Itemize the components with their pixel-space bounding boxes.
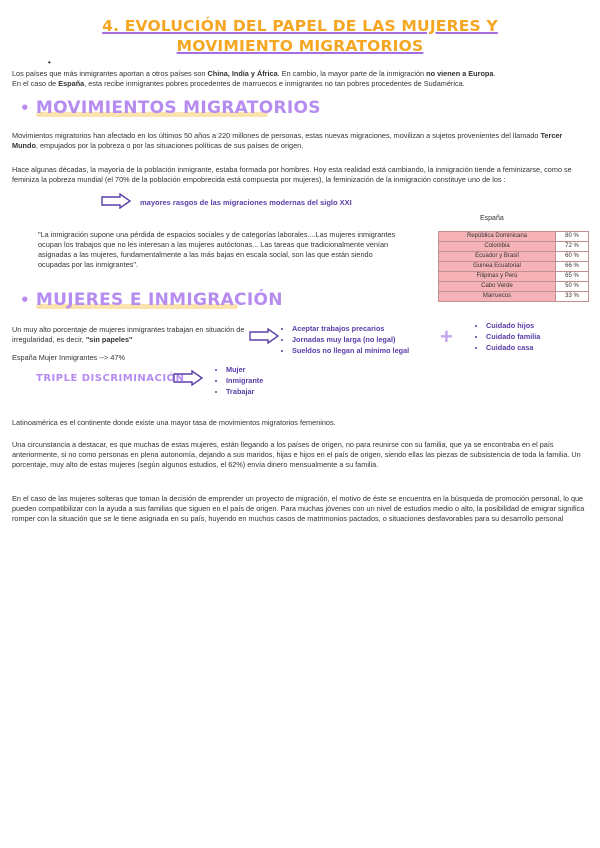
movimientos-paragraph-2: Hace algunas décadas, la mayoría de la población inmigrante, estaba formada por hombres. Hoy esta realidad está cambiando, la inmigración tiende a feminizarse, como se feminiza la pobreza mundial (el 70% de la población empobrecida está compuesta por mujeres), la feminización de la inmigración constituye uno de los : [12,165,572,184]
table-row [439,262,589,272]
bold-tercer-mundo: Tercer Mundo [12,131,563,150]
page-title [0,16,600,56]
table-row [439,292,589,302]
mujeres-paragraph-3: Una circunstancia a destacar, es que muchas de estas mujeres, están llegando a los países de origen, no para reunirse con su familia, que ya se encontraba en el país anteriormente, si no como personas en plena autonomía, dejando a sus maridos, hijas e hijos en el país de origen, siendo ellas las piezas de subsistencia de toda la familia. Un porcentaje, muy alto de estas mujeres (según algunos estudios, el 62%) envía dinero mensualmente a su familia. [12,440,581,469]
intro-bold-europe: no vienen a Europa [426,69,494,78]
intro-text: Los países que más inmigrantes aportan a otros países son [12,69,208,78]
heading-text: MOVIMIENTOS MIGRATORIOS [35,98,321,118]
section-heading-movimientos [20,98,321,118]
title-line-2: MOVIMIENTO MIGRATORIOS [176,37,424,55]
section-heading-mujeres [20,290,283,310]
list-item: • Jornadas muy larga (no legal) [292,334,409,345]
table-cell-value: 33 % [556,292,589,302]
table-cell-value: 65 % [556,272,589,282]
heading-bullet: • [20,99,30,117]
mujeres-paragraph-1 [12,325,252,345]
list-item: • Sueldos no llegan al mínimo legal [292,345,409,356]
heading-bullet: • [20,291,30,309]
table-title: España [480,215,504,222]
list-item: • Aceptar trabajos precarios [292,323,409,334]
table-cell-country: Colombia [439,242,556,252]
list-item: • Cuidado casa [486,342,540,353]
list-item: • Cuidado familia [486,331,540,342]
intro-paragraph [12,69,592,89]
intro-bold-spain: España [58,79,85,88]
list-cuidados [474,320,540,353]
plus-icon: + [440,324,453,349]
table-cell-country: Marruecos [439,292,556,302]
table-row [439,252,589,262]
list-discriminacion [214,364,263,397]
table-cell-value: 72 % [556,242,589,252]
table-row [439,232,589,242]
paragraph-text: Movimientos migratorios han afectado en los últimos 50 años a 220 millones de personas, estas nuevas migraciones, movilizan a sujetos provenientes del llamado [12,131,541,140]
triple-discriminacion-label: TRIPLE DISCRIMINACIÓN [36,373,185,384]
heading-text: MUJERES E INMIGRACIÓN [35,290,283,310]
table-cell-value: 60 % [556,252,589,262]
table-cell-value: 80 % [556,232,589,242]
table-cell-country: Ecuador y Brasil [439,252,556,262]
intro-text: . [493,69,496,78]
mujeres-paragraph-2: Latinoamérica es el continente donde existe una mayor tasa de movimientos migratorios femeninos. [12,418,336,427]
table-row [439,282,589,292]
bold-sin-papeles: "sin papeles" [85,335,133,344]
list-item: • Inmigrante [226,375,263,386]
table-cell-country: Guinea Ecuatorial [439,262,556,272]
table-cell-country: Filipinas y Perú [439,272,556,282]
intro-text: , esta recibe inmigrantes pobres procedentes de marruecos e inmigrantes no tan pobres procedentes de Sudamérica. [84,79,465,88]
paragraph-text: , empujados por la pobreza o por las situaciones políticas de sus países de origen. [35,141,304,150]
arrow-right-icon [172,370,204,386]
intro-text: . En cambio, la mayor parte de la inmigración [277,69,427,78]
intro-text: En el caso de [12,79,59,88]
arrow-right-icon [100,193,132,209]
spain-percent-table [438,231,589,302]
table-row [439,242,589,252]
intro-bold-countries: China, India y África [207,69,278,78]
title-line-1: 4. EVOLUCIÓN DEL PAPEL DE LAS MUJERES Y [102,17,498,35]
quote-block: "La inmigración supone una pérdida de espacios sociales y de categorías laborales....Las mujeres inmigrantes ocupan los trabajos que no les interesan a las mujeres autóctonas... Las tareas que tradicionalmente venían asignadas a las mujeres, fundamentalmente a las más bajas en escala social, son las que están siendo ocupadas por las inmigrantes". [38,230,396,269]
arrow-text-rasgos: mayores rasgos de las migraciones modernas del siglo XXI [140,198,352,207]
movimientos-paragraph-1 [12,131,590,151]
paragraph-text: Un muy alto porcentaje de mujeres inmigrantes trabajan en situación de irregularidad, es decir, [12,325,245,344]
arrow-right-icon [248,328,280,344]
bullet-dot: • [48,58,51,67]
table-cell-value: 50 % [556,282,589,292]
mujeres-paragraph-4: En el caso de las mujeres solteras que toman la decisión de emprender un proyecto de migración, el motivo de éste se encuentra en la búsqueda de promoción personal, lo que pueden compatibilizar con la ayuda a sus familias que siguen en el país de origen. Para muchas jóvenes con un nivel de estudios medio o alto, la posibilidad de emigrar significa romper con la situación que se le tiene asignada en su país, huyendo en muchos casos de matrimonios pactados, o situaciones desfavorables para su desarrollo personal [12,494,585,523]
list-item: • Trabajar [226,386,263,397]
stat-spain-women: España Mujer Inmigrantes --> 47% [12,353,125,362]
table-cell-country: República Dominicana [439,232,556,242]
table-cell-country: Cabo Verde [439,282,556,292]
table-cell-value: 66 % [556,262,589,272]
list-item: • Cuidado hijos [486,320,540,331]
list-item: • Mujer [226,364,263,375]
table-row [439,272,589,282]
list-condiciones [280,323,409,356]
